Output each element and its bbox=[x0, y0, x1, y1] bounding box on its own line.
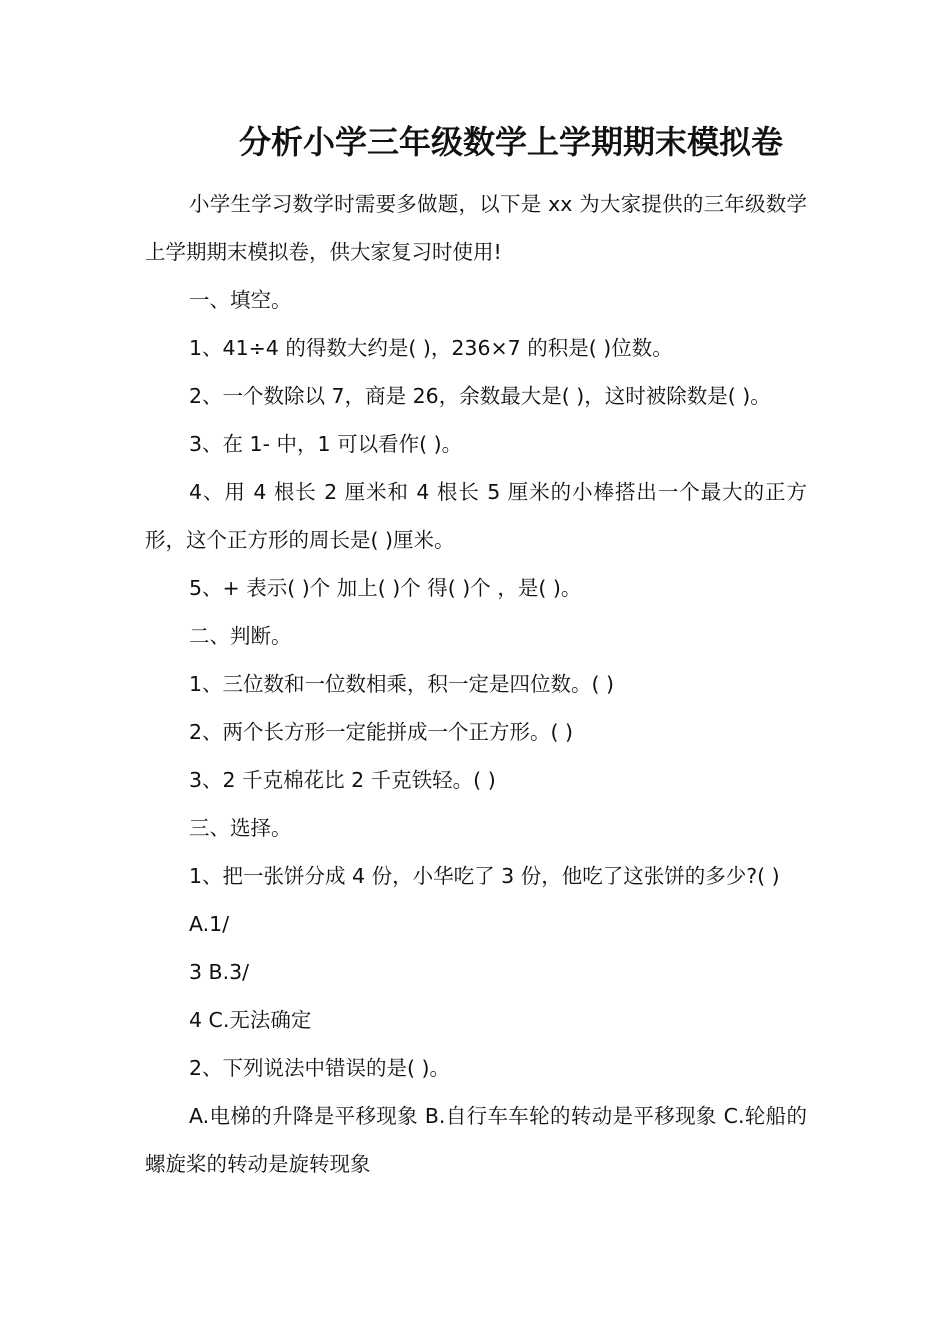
section-heading-fill-blank: 一、填空。 bbox=[189, 288, 292, 312]
section-heading-choice: 三、选择。 bbox=[189, 816, 292, 840]
question-paragraph: 3、2 千克棉花比 2 千克铁轻。( ) bbox=[189, 768, 496, 792]
question-paragraph: 2、两个长方形一定能拼成一个正方形。( ) bbox=[189, 720, 574, 744]
question-paragraph: 3、在 1- 中，1 可以看作( )。 bbox=[189, 432, 463, 456]
question-paragraph: 1、三位数和一位数相乘，积一定是四位数。( ) bbox=[189, 672, 615, 696]
document-title: 分析小学三年级数学上学期期末模拟卷 bbox=[238, 123, 783, 161]
option-paragraph: A.1/ bbox=[189, 912, 230, 936]
option-paragraph: A.电梯的升降是平移现象 B.自行车车轮的转动是平移现象 C.轮船的螺旋桨的转动是旋转现象 bbox=[145, 1104, 807, 1176]
section-heading-judgement: 二、判断。 bbox=[189, 624, 292, 648]
option-paragraph: 4 C.无法确定 bbox=[189, 1008, 312, 1032]
option-paragraph: 3 B.3/ bbox=[189, 960, 250, 984]
intro-paragraph: 小学生学习数学时需要多做题，以下是 xx 为大家提供的三年级数学上学期期末模拟卷，供大家复习时使用! bbox=[145, 192, 807, 264]
question-paragraph: 4、用 4 根长 2 厘米和 4 根长 5 厘米的小棒搭出一个最大的正方形，这个正方形的周长是( )厘米。 bbox=[145, 480, 807, 552]
question-paragraph: 5、+ 表示( )个 加上( )个 得( )个 ，是( )。 bbox=[189, 576, 582, 600]
question-paragraph: 1、把一张饼分成 4 份，小华吃了 3 份，他吃了这张饼的多少?( ) bbox=[189, 864, 780, 888]
question-paragraph: 2、下列说法中错误的是( )。 bbox=[189, 1056, 451, 1080]
question-paragraph: 1、41÷4 的得数大约是( )，236×7 的积是( )位数。 bbox=[189, 336, 673, 360]
document-body bbox=[145, 180, 807, 1188]
question-paragraph: 2、一个数除以 7，商是 26，余数最大是( )，这时被除数是( )。 bbox=[189, 384, 771, 408]
